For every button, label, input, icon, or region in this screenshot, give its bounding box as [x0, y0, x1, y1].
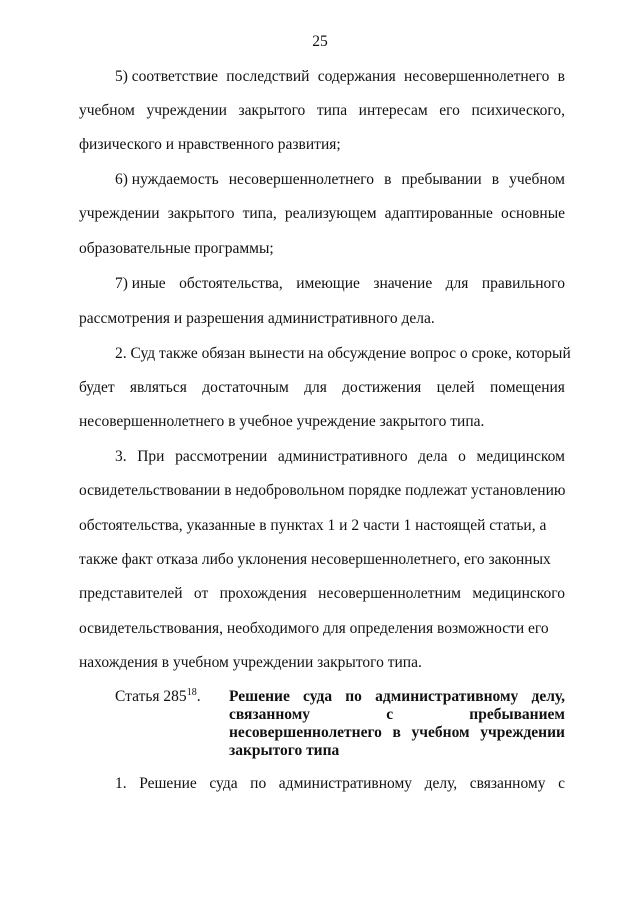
word: закрытого — [167, 205, 235, 222]
word: помещения — [489, 379, 565, 396]
word: для — [445, 275, 469, 292]
item-7-line-2: рассмотрения и разрешения административного дела. — [79, 310, 435, 327]
item-6-line-1 — [115, 171, 565, 189]
word: по — [250, 775, 267, 792]
part-3-line-2: освидетельствовании в недобровольном порядке подлежат установлению — [79, 482, 566, 499]
word: по — [345, 688, 362, 705]
word: несовершеннолетнего — [229, 724, 382, 741]
word: в — [557, 68, 565, 85]
part-3-line-4: также факт отказа либо уклонения несовершеннолетнего, его законных — [79, 551, 551, 568]
word: 3. — [115, 448, 127, 465]
word: дела — [418, 448, 448, 465]
word: пребывании — [401, 171, 482, 188]
word: медицинском — [476, 448, 565, 465]
article-label: Статья 285 — [115, 688, 187, 705]
word: учреждении — [79, 205, 160, 222]
article-title-line-1 — [229, 688, 565, 706]
article-title-line-4: закрытого типа — [229, 742, 340, 759]
word: связанному — [469, 775, 546, 792]
word: учреждении — [480, 724, 565, 741]
page-number: 25 — [312, 33, 328, 50]
item-5-line-2 — [79, 102, 565, 120]
word: с — [386, 706, 394, 723]
word: связанному — [229, 706, 311, 723]
word: 1. — [115, 775, 127, 792]
word: Решение — [139, 775, 197, 792]
word: делу, — [531, 688, 565, 705]
part-2-line-1: 2. Суд также обязан вынести на обсуждение вопрос о сроке, который — [115, 345, 571, 362]
word: прохождения — [219, 585, 307, 602]
word: о — [458, 448, 466, 465]
word: типа — [316, 102, 348, 119]
word: от — [193, 585, 209, 602]
word: психического, — [471, 102, 565, 119]
part-3-line-6: освидетельствования, необходимого для определения возможности его — [79, 620, 549, 637]
word: 5) соответствие — [115, 68, 218, 85]
word: достижения — [342, 379, 422, 396]
word: Решение — [229, 688, 290, 705]
item-6-line-2 — [79, 205, 565, 223]
word: учебном — [79, 102, 135, 119]
word: достаточным — [202, 379, 289, 396]
word: правильного — [481, 275, 565, 292]
part-2-line-2 — [79, 379, 565, 397]
word: последствий — [226, 68, 310, 85]
word: закрытого — [238, 102, 306, 119]
word: несовершеннолетнего — [228, 171, 375, 188]
item-7-line-1 — [115, 275, 565, 293]
item-5-line-1 — [115, 68, 565, 86]
word: административному — [278, 775, 413, 792]
article-title-line-2 — [229, 706, 565, 724]
word: целей — [436, 379, 475, 396]
word: При — [137, 448, 165, 465]
word: типа, — [242, 205, 277, 222]
word: 6) нуждаемость — [115, 171, 219, 188]
word: в — [491, 171, 500, 188]
word: его — [439, 102, 460, 119]
word: адаптированные — [384, 205, 493, 222]
word: учебном — [411, 724, 470, 741]
word: для — [304, 379, 327, 396]
word: 7) иные — [115, 275, 166, 292]
word: будет — [79, 379, 115, 396]
word: суда — [209, 775, 238, 792]
word: с — [558, 775, 565, 792]
part-3-line-5 — [79, 585, 565, 603]
article-superscript: 18 — [186, 687, 197, 698]
part-3-line-7: нахождения в учебном учреждении закрытого типа. — [79, 654, 422, 671]
word: делу, — [424, 775, 458, 792]
word: суда — [303, 688, 333, 705]
word: основные — [501, 205, 565, 222]
article-dot: . — [196, 688, 201, 705]
word: в — [384, 171, 392, 188]
word: реализующем — [284, 205, 377, 222]
part-3-line-3: обстоятельства, указанные в пунктах 1 и 2 части 1 настоящей статьи, а — [79, 517, 547, 534]
word: административного — [277, 448, 408, 465]
word: содержания — [317, 68, 396, 85]
article-number — [115, 688, 201, 706]
part-1-line-1 — [115, 775, 565, 793]
item-5-line-3: физического и нравственного развития; — [79, 136, 341, 153]
item-6-line-3: образовательные программы; — [79, 240, 274, 257]
part-3-line-1 — [115, 448, 565, 466]
word: рассмотрении — [175, 448, 268, 465]
word: несовершеннолетним — [318, 585, 461, 602]
word: интересам — [358, 102, 428, 119]
word: учреждении — [146, 102, 227, 119]
word: медицинского — [472, 585, 565, 602]
word: учебном — [509, 171, 565, 188]
word: являться — [129, 379, 187, 396]
word: несовершеннолетнего — [404, 68, 550, 85]
article-title-line-3 — [229, 724, 565, 742]
word: пребыванием — [469, 706, 565, 723]
word: обстоятельства, — [179, 275, 283, 292]
word: административному — [375, 688, 519, 705]
word: значение — [373, 275, 433, 292]
word: представителей — [79, 585, 183, 602]
part-2-line-3: несовершеннолетнего в учебное учреждение закрытого типа. — [79, 413, 485, 430]
word: имеющие — [296, 275, 360, 292]
word: в — [392, 724, 401, 741]
